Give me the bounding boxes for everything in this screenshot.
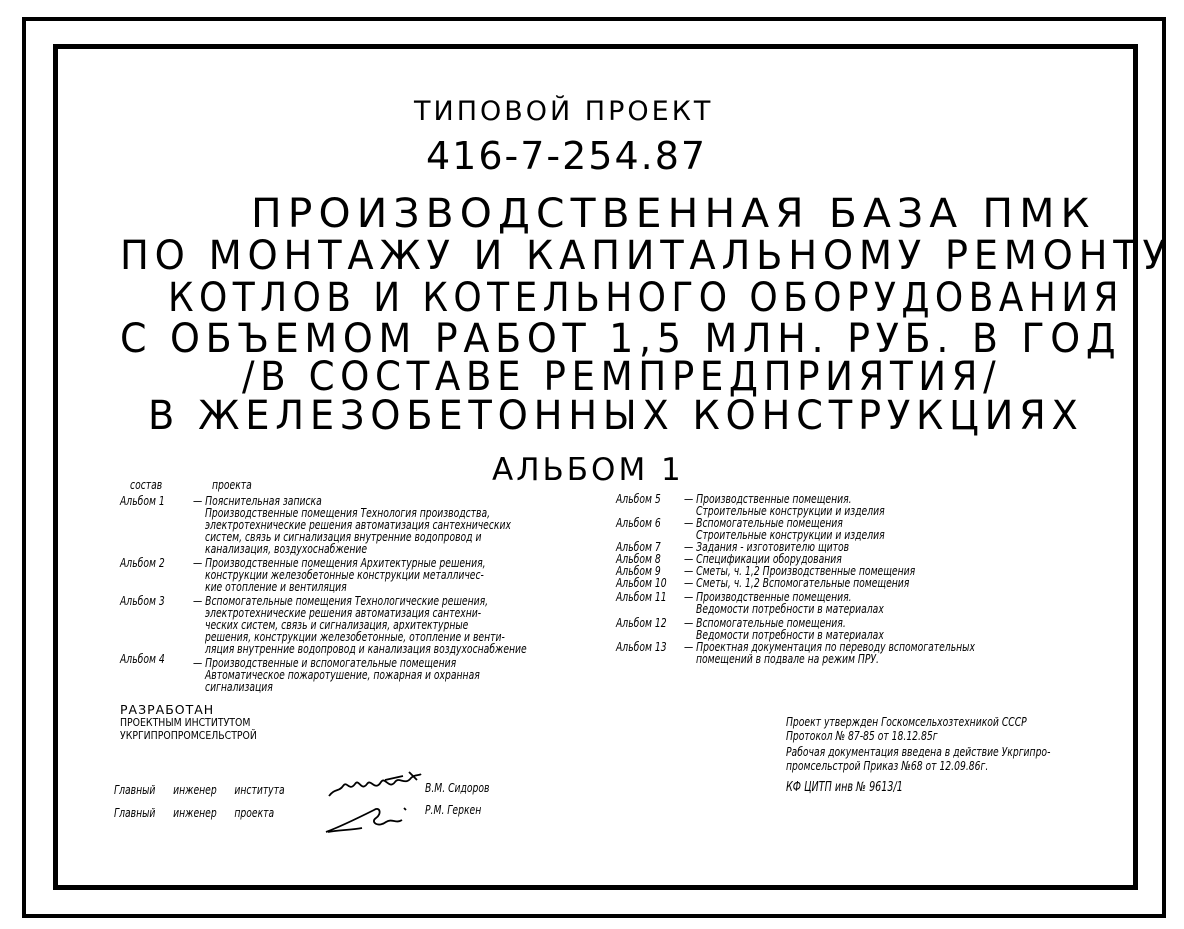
album-label: Альбом 2: [120, 555, 165, 570]
composition-head-1: состав: [130, 477, 163, 492]
album-line: решения, конструкции железобетонные, отопление и венти-: [205, 629, 505, 644]
album-line: — Пояснительная записка: [193, 493, 322, 508]
album-line: — Производственные помещения Архитектурные решения,: [193, 555, 486, 570]
album-label: Альбом 1: [120, 493, 165, 508]
title-line-3: КОТЛОВ И КОТЕЛЬНОГО ОБОРУДОВАНИЯ: [168, 275, 1124, 321]
title-line-4: С ОБЪЕМОМ РАБОТ 1,5 МЛН. РУБ. В ГОД: [120, 316, 1122, 362]
album-line: — Сметы, ч. 1,2 Производственные помещения: [684, 563, 916, 578]
album-line: систем, связь и сигнализация внутренние водопровод и: [205, 529, 482, 544]
album-line: ляция внутренние водопровод и канализация воздухоснабжение: [205, 641, 527, 656]
signature-role-1: Главный инженер института: [114, 782, 285, 797]
album-line: конструкции железобетонные конструкции металличес-: [205, 567, 484, 582]
album-line: сигнализация: [205, 679, 273, 694]
signature-scribble-2: [322, 800, 412, 836]
album-line: — Вспомогательные помещения: [684, 515, 843, 530]
album-label: Альбом 6: [616, 515, 661, 530]
album-title: АЛЬБОМ 1: [492, 452, 684, 488]
album-label: Альбом 5: [616, 491, 661, 506]
album-line: — Вспомогательные помещения Технологические решения,: [193, 593, 489, 608]
title-line-1: ПРОИЗВОДСТВЕННАЯ БАЗА ПМК: [251, 191, 1096, 237]
developer-line-3: УКРГИПРОПРОМСЕЛЬСТРОЙ: [120, 729, 257, 742]
album-label: Альбом 3: [120, 593, 165, 608]
composition-head-2: проекта: [212, 477, 252, 492]
approval-line-2: Протокол № 87-85 от 18.12.85г: [786, 728, 938, 743]
developer-line-2: ПРОЕКТНЫМ ИНСТИТУТОМ: [120, 716, 251, 729]
title-line-5: /В СОСТАВЕ РЕМПРЕДПРИЯТИЯ/: [242, 354, 1002, 400]
album-label: Альбом 11: [616, 589, 667, 604]
project-number: 416-7-254.87: [426, 134, 708, 178]
album-line: — Проектная документация по переводу вспомогательных: [684, 639, 975, 654]
album-line: — Задания - изготовителю щитов: [684, 539, 850, 554]
album-line: помещений в подвале на режим ПРУ.: [696, 651, 879, 666]
approval-inventory: КФ ЦИТП инв № 9613/1: [786, 780, 903, 795]
album-line: — Вспомогательные помещения.: [684, 615, 846, 630]
developer-line-1: РАЗРАБОТАН: [120, 702, 215, 717]
album-line: — Производственные помещения.: [684, 491, 852, 506]
title-line-6: В ЖЕЛЕЗОБЕТОННЫХ КОНСТРУКЦИЯХ: [148, 393, 1084, 439]
album-line: Ведомости потребности в материалах: [696, 601, 884, 616]
album-line: Ведомости потребности в материалах: [696, 627, 884, 642]
signature-role-2: Главный инженер проекта: [114, 805, 275, 820]
doc-type-heading: ТИПОВОЙ ПРОЕКТ: [414, 96, 714, 127]
approval-line-4: промсельстрой Приказ №68 от 12.09.86г.: [786, 758, 989, 773]
album-line: электротехнические решения автоматизация сантехни-: [205, 605, 482, 620]
album-line: — Производственные помещения.: [684, 589, 852, 604]
album-line: — Сметы, ч. 1,2 Вспомогательные помещения: [684, 575, 910, 590]
album-label: Альбом 9: [616, 563, 661, 578]
title-line-2: ПО МОНТАЖУ И КАПИТАЛЬНОМУ РЕМОНТУ: [120, 233, 1172, 279]
album-line: электротехнические решения автоматизация сантехнических: [205, 517, 511, 532]
album-line: — Спецификации оборудования: [684, 551, 842, 566]
album-line: Строительные конструкции и изделия: [696, 503, 885, 518]
album-line: Автоматическое пожаротушение, пожарная и охранная: [205, 667, 480, 682]
album-label: Альбом 4: [120, 651, 165, 666]
album-label: Альбом 8: [616, 551, 661, 566]
album-line: Строительные конструкции и изделия: [696, 527, 885, 542]
approval-line-1: Проект утвержден Госкомсельхозтехникой СССР: [786, 714, 1027, 729]
signature-name-2: Р.М. Геркен: [425, 802, 482, 817]
album-line: ческих систем, связь и сигнализация, архитектурные: [205, 617, 469, 632]
signature-scribble-1: [325, 770, 425, 800]
album-label: Альбом 12: [616, 615, 667, 630]
album-line: Производственные помещения Технология производства,: [205, 505, 491, 520]
signature-name-1: В.М. Сидоров: [425, 780, 490, 795]
album-label: Альбом 13: [616, 639, 667, 654]
album-line: — Производственные и вспомогательные помещения: [193, 655, 457, 670]
approval-line-3: Рабочая документация введена в действие Укргипро-: [786, 744, 1051, 759]
album-label: Альбом 7: [616, 539, 661, 554]
album-line: кие отопление и вентиляция: [205, 579, 347, 594]
album-line: канализация, воздухоснабжение: [205, 541, 368, 556]
album-label: Альбом 10: [616, 575, 667, 590]
